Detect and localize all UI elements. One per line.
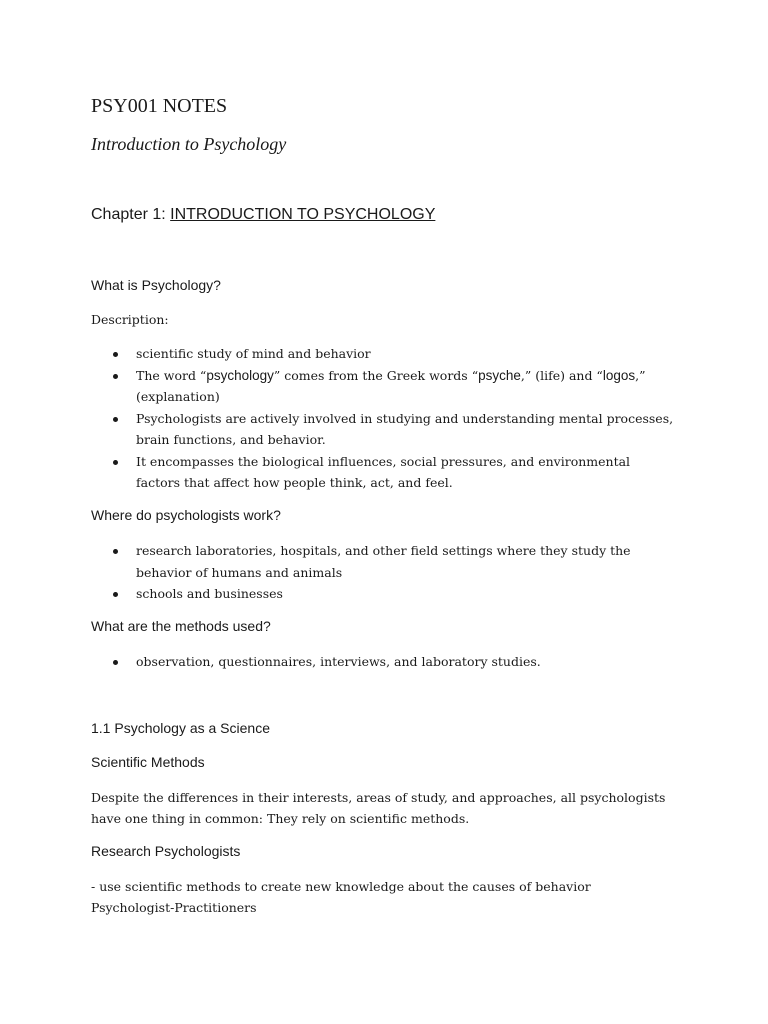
description-label: Description: (91, 312, 169, 327)
chapter-heading (91, 206, 435, 224)
bullet-icon (113, 352, 118, 357)
section-heading-psychology-as-science: 1.1 Psychology as a Science (91, 720, 270, 736)
subheading-scientific-methods: Scientific Methods (91, 754, 205, 770)
list-item: scientific study of mind and behavior (91, 343, 691, 365)
subheading-research-psychologists: Research Psychologists (91, 843, 241, 859)
term-psyche: psyche (478, 367, 521, 383)
bullet-icon (113, 549, 118, 554)
bullet-icon (113, 460, 118, 465)
list-item: It encompasses the biological influences, social pressures, and environmental factors that affect how people think, act, and feel. (91, 451, 691, 494)
bullet-icon (113, 592, 118, 597)
methods-bullet-list (91, 651, 691, 673)
list-item: Psychologists are actively involved in studying and understanding mental processes, brain functions, and behavior. (91, 408, 691, 451)
list-item: observation, questionnaires, interviews, and laboratory studies. (91, 651, 691, 673)
chapter-prefix: Chapter 1: (91, 206, 171, 223)
section-heading-methods: What are the methods used? (91, 618, 271, 634)
term-psychology: psychology (206, 367, 274, 383)
list-item: schools and businesses (91, 583, 691, 605)
section-heading-what-is-psychology: What is Psychology? (91, 277, 221, 293)
list-item: The word “psychology” comes from the Greek words “psyche,” (life) and “logos,” (explanation) (91, 365, 691, 408)
research-psychologists-paragraph: - use scientific methods to create new knowledge about the causes of behavior Psychologist-Practitioners (91, 879, 591, 915)
section-heading-where-work: Where do psychologists work? (91, 507, 281, 523)
bullet-icon (113, 660, 118, 665)
bullet-icon (113, 417, 118, 422)
what-is-bullet-list (91, 343, 691, 494)
document-subtitle: Introduction to Psychology (91, 134, 287, 154)
where-work-bullet-list (91, 540, 691, 605)
bullet-icon (113, 374, 118, 379)
chapter-title: INTRODUCTION TO PSYCHOLOGY (170, 206, 436, 223)
document-title: PSY001 NOTES (91, 95, 228, 117)
term-logos: logos (602, 367, 636, 383)
list-item: research laboratories, hospitals, and other field settings where they study the behavior of humans and animals (91, 540, 691, 583)
scientific-methods-paragraph: Despite the differences in their interests, areas of study, and approaches, all psychologists have one thing in common: They rely on scientific methods. (91, 790, 666, 826)
